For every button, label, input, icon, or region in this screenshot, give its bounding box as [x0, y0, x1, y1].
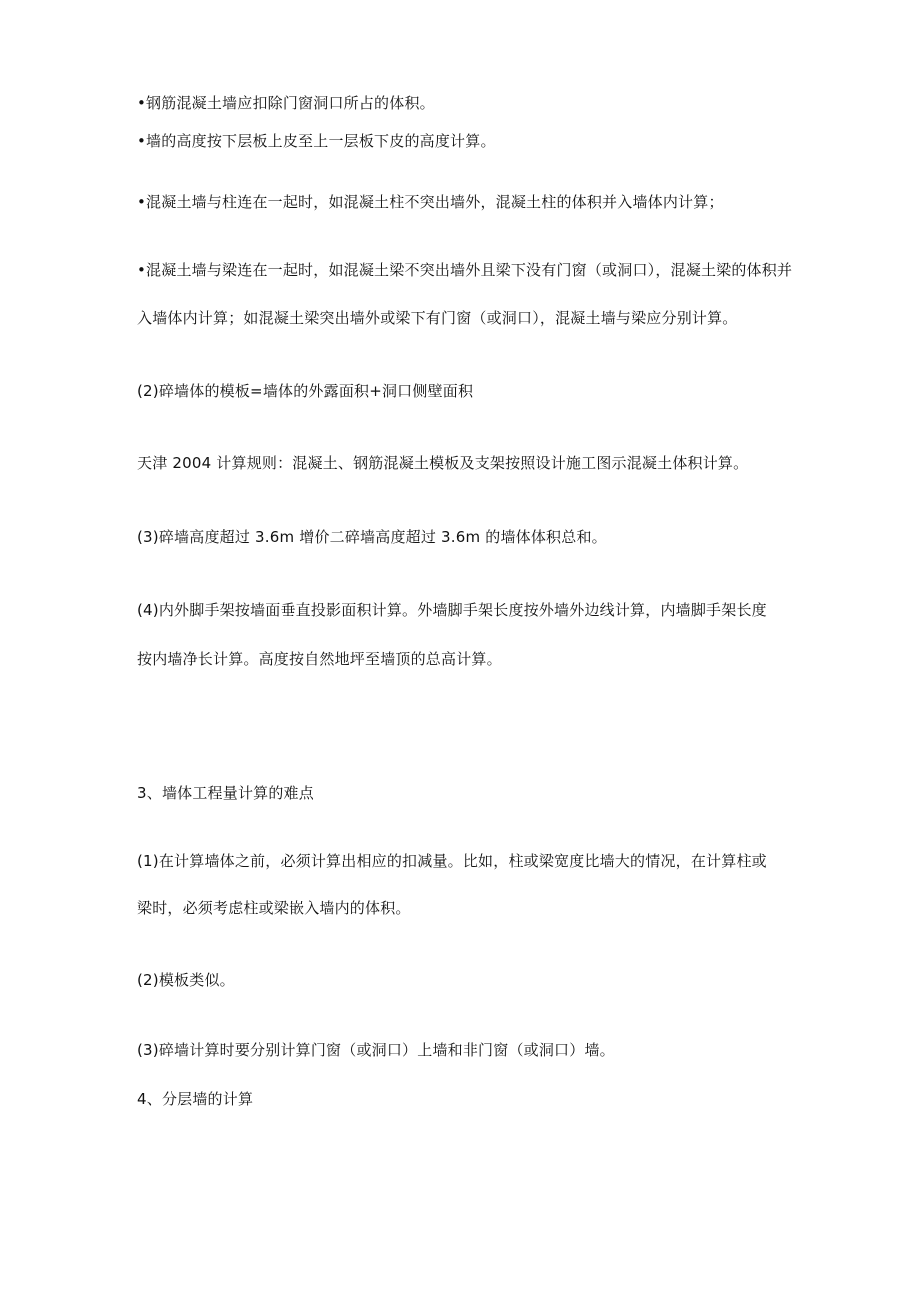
section-heading-difficulties: 3、墙体工程量计算的难点 — [137, 784, 314, 802]
paragraph-scaffolding-cont: 按内墙净长计算。高度按自然地坪至墙顶的总高计算。 — [137, 650, 502, 668]
bullet-wall-column: •混凝土墙与柱连在一起时，如混凝土柱不突出墙外，混凝土柱的体积并入墙体内计算； — [137, 193, 724, 211]
bullet-wall-beam-cont: 入墙体内计算；如混凝土梁突出墙外或梁下有门窗（或洞口），混凝土墙与梁应分别计算。 — [137, 309, 738, 327]
paragraph-deductions-cont: 梁时，必须考虑柱或梁嵌入墙内的体积。 — [137, 899, 411, 917]
paragraph-tianjin-rule: 天津 2004 计算规则：混凝土、钢筋混凝土模板及支架按照设计施工图示混凝土体积计算。 — [137, 454, 749, 472]
section-heading-layered-walls: 4、分层墙的计算 — [137, 1090, 254, 1108]
paragraph-opening-walls: (3)碎墙计算时要分别计算门窗（或洞口）上墙和非门窗（或洞口）墙。 — [137, 1041, 615, 1059]
paragraph-formwork-similar: (2)模板类似。 — [137, 971, 235, 989]
paragraph-scaffolding: (4)内外脚手架按墙面垂直投影面积计算。外墙脚手架长度按外墙外边线计算，内墙脚手架长度 — [137, 601, 767, 619]
paragraph-deductions: (1)在计算墙体之前，必须计算出相应的扣减量。比如，柱或梁宽度比墙大的情况，在计算柱或 — [137, 852, 767, 870]
bullet-deduct-openings: •钢筋混凝土墙应扣除门窗洞口所占的体积。 — [137, 94, 435, 112]
paragraph-height-surcharge: (3)碎墙高度超过 3.6m 增价二碎墙高度超过 3.6m 的墙体体积总和。 — [137, 528, 607, 546]
paragraph-formwork: (2)碎墙体的模板=墙体的外露面积+洞口侧壁面积 — [137, 382, 474, 400]
bullet-wall-height: •墙的高度按下层板上皮至上一层板下皮的高度计算。 — [137, 132, 496, 150]
bullet-wall-beam: •混凝土墙与梁连在一起时，如混凝土梁不突出墙外且梁下没有门窗（或洞口），混凝土梁的体积并 — [137, 261, 793, 279]
